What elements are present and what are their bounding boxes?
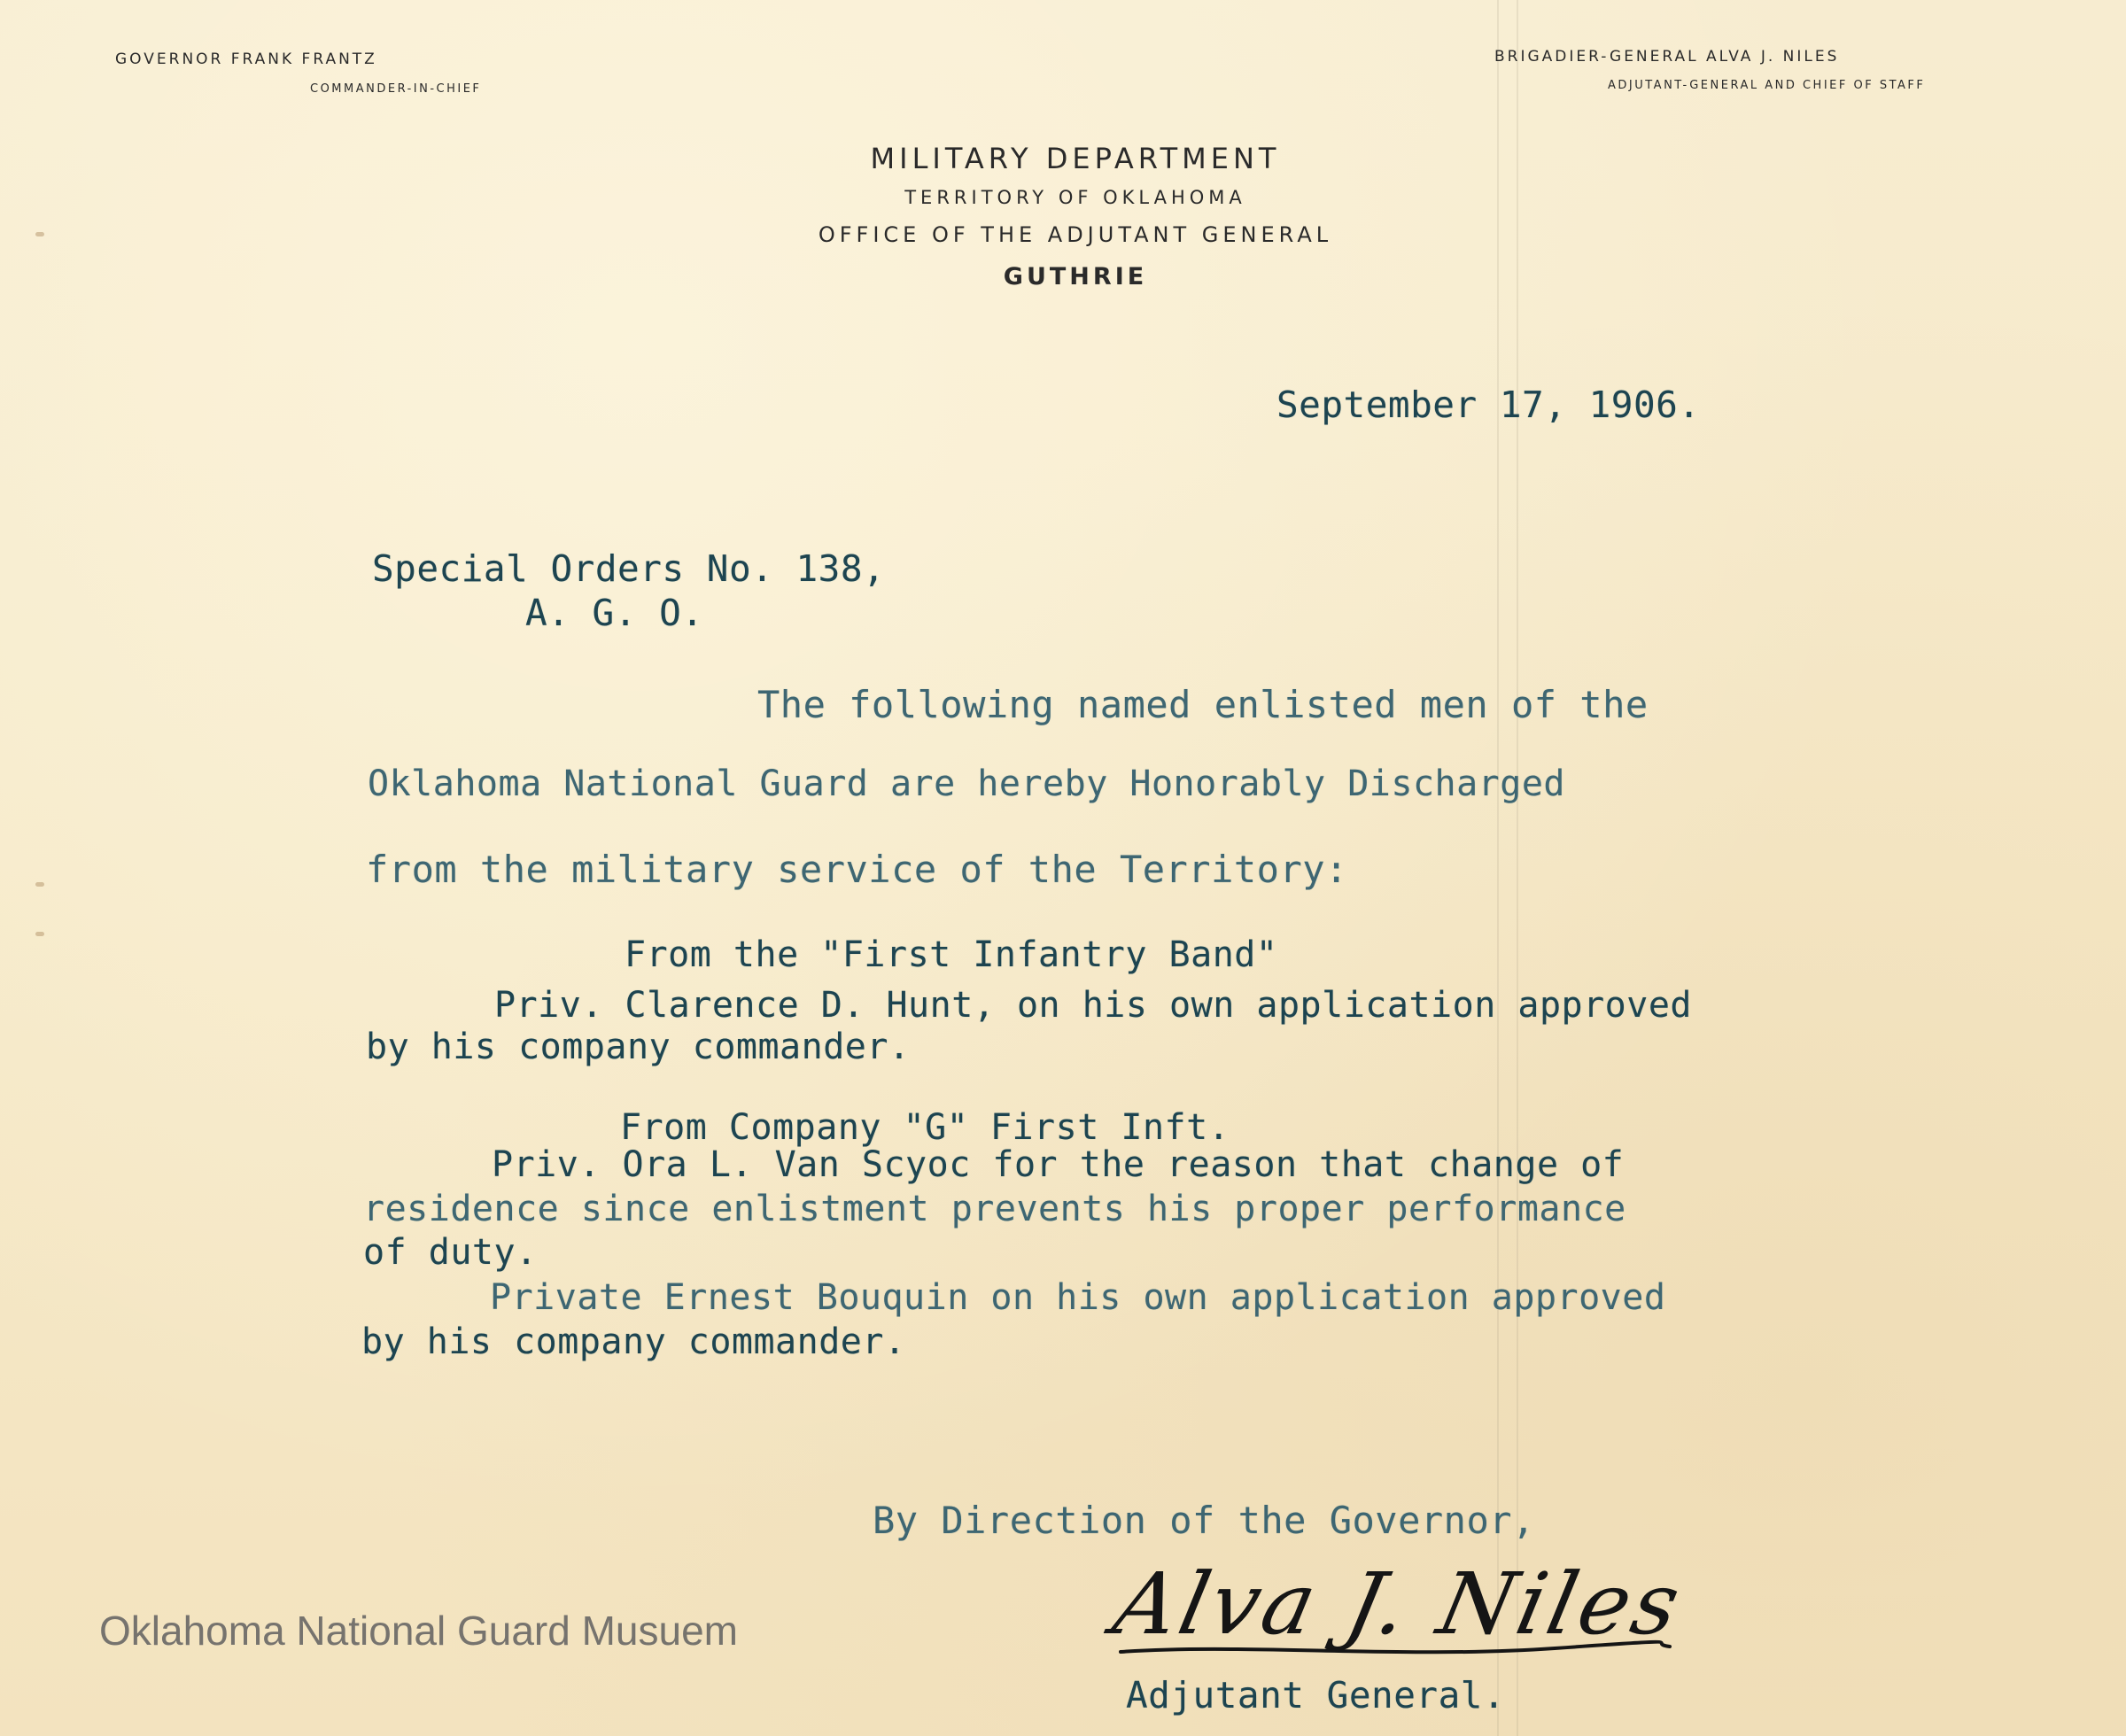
order-ago: A. G. O. [525,592,704,634]
letterhead-office: OFFICE OF THE ADJUTANT GENERAL [818,222,1333,247]
museum-watermark: Oklahoma National Guard Musuem [99,1608,738,1654]
section-heading: From the "First Infantry Band" [625,934,1278,975]
section-line: Private Ernest Bouquin on his own application approved [490,1277,1666,1318]
paper-fold-line [1517,0,1518,1736]
signature-flourish-icon [1112,1608,1679,1670]
signature: Alva J. Niles [1106,1554,1692,1654]
section-line: by his company commander. [361,1321,906,1362]
letterhead-general-title: ADJUTANT-GENERAL AND CHIEF OF STAFF [1608,79,1926,92]
letterhead-governor-title: COMMANDER-IN-CHIEF [310,82,482,96]
order-number: Special Orders No. 138, [372,547,886,590]
letterhead-territory: TERRITORY OF OKLAHOMA [904,187,1246,208]
paper-edge-mark [35,932,44,936]
section-line: by his company commander. [366,1027,911,1067]
letterhead-city: GUTHRIE [1003,263,1148,291]
section-line: Priv. Ora L. Van Scyoc for the reason that change of [492,1144,1625,1185]
paper-fold-line [1497,0,1499,1736]
section-line: of duty. [363,1232,538,1273]
closing-title: Adjutant General. [1126,1674,1506,1717]
letterhead-general: BRIGADIER-GENERAL ALVA J. NILES [1494,48,1840,66]
section-line: residence since enlistment prevents his proper performance [363,1189,1626,1229]
letterhead-governor: GOVERNOR FRANK FRANTZ [115,50,377,68]
section-line: Priv. Clarence D. Hunt, on his own application approved [494,985,1693,1026]
letter-date: September 17, 1906. [1276,384,1701,426]
body-line-1: The following named enlisted men of the [757,683,1649,726]
letterhead-department: MILITARY DEPARTMENT [870,142,1281,175]
section-heading: From Company "G" First Inft. [620,1107,1230,1148]
closing-direction: By Direction of the Governor, [873,1499,1535,1542]
body-line-3: from the military service of the Territory: [366,848,1348,891]
body-line-2: Oklahoma National Guard are hereby Honorably Discharged [368,763,1566,804]
paper-edge-mark [35,882,44,887]
